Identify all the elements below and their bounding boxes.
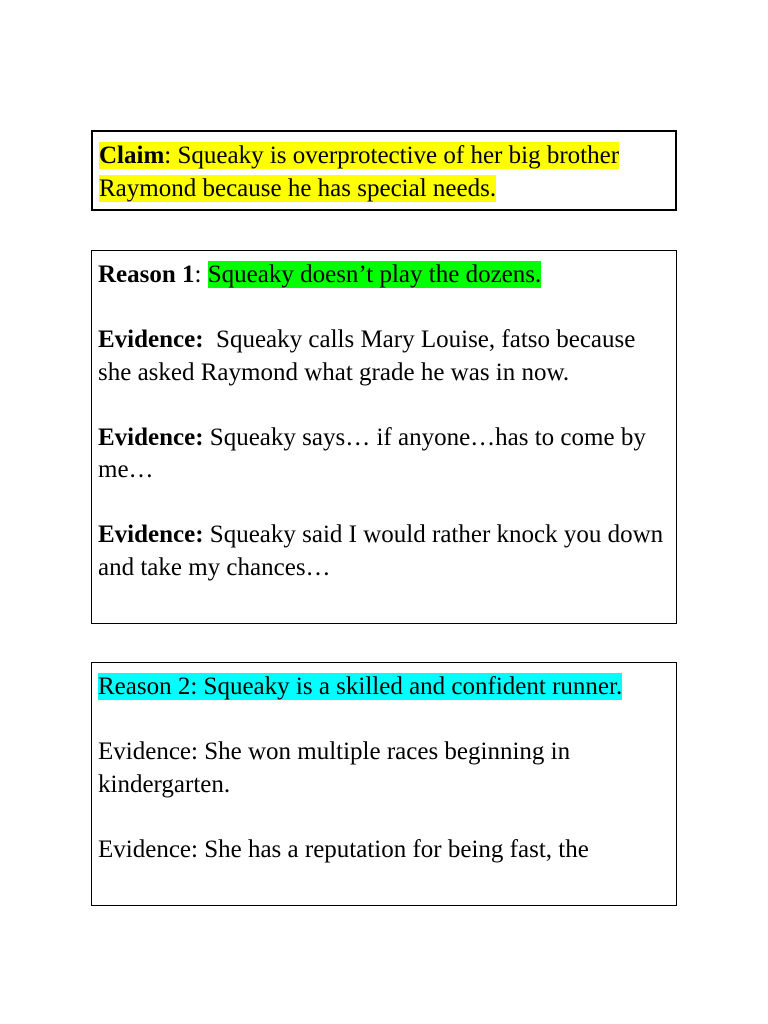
evidence-label: Evidence: — [98, 521, 204, 548]
reason-2-heading — [98, 671, 670, 704]
evidence-text: Squeaky calls Mary Louise, fatso because she asked Raymond what grade he was in now. — [98, 326, 642, 386]
spacer — [98, 487, 670, 520]
reason-1-heading — [98, 259, 670, 292]
reason-2-box — [91, 662, 677, 906]
reason-1-evidence-1 — [98, 324, 670, 389]
reason-2-evidence-1: Evidence: She won multiple races beginning in kindergarten. — [98, 738, 571, 798]
reason-1-box — [91, 250, 677, 624]
claim-separator: : — [164, 142, 178, 169]
claim-box — [91, 130, 677, 211]
reason-2-text: Reason 2: Squeaky is a skilled and confident runner. — [98, 673, 623, 700]
spacer — [98, 389, 670, 422]
reason-1-label: Reason 1 — [98, 261, 195, 288]
reason-1-evidence-2 — [98, 422, 670, 487]
reason-1-evidence-3 — [98, 519, 670, 584]
evidence-text: Squeaky said I would rather knock you down and take my chances… — [98, 521, 664, 581]
evidence-label: Evidence: — [98, 423, 204, 451]
claim-label: Claim — [99, 142, 165, 169]
evidence-text: Squeaky says… if anyone…has to come by me… — [98, 423, 646, 483]
claim-highlight — [99, 142, 619, 202]
spacer — [98, 801, 670, 834]
spacer — [98, 292, 670, 325]
reason-2-evidence-2: Evidence: She has a reputation for being fast, the — [98, 835, 589, 863]
evidence-label: Evidence: — [98, 326, 204, 353]
spacer — [98, 704, 670, 737]
claim-paragraph — [99, 140, 669, 205]
claim-text: Squeaky is overprotective of her big brother Raymond because he has special needs. — [99, 142, 620, 202]
reason-1-separator: : — [194, 261, 208, 288]
reason-1-text: Squeaky doesn’t play the dozens. — [207, 261, 542, 288]
